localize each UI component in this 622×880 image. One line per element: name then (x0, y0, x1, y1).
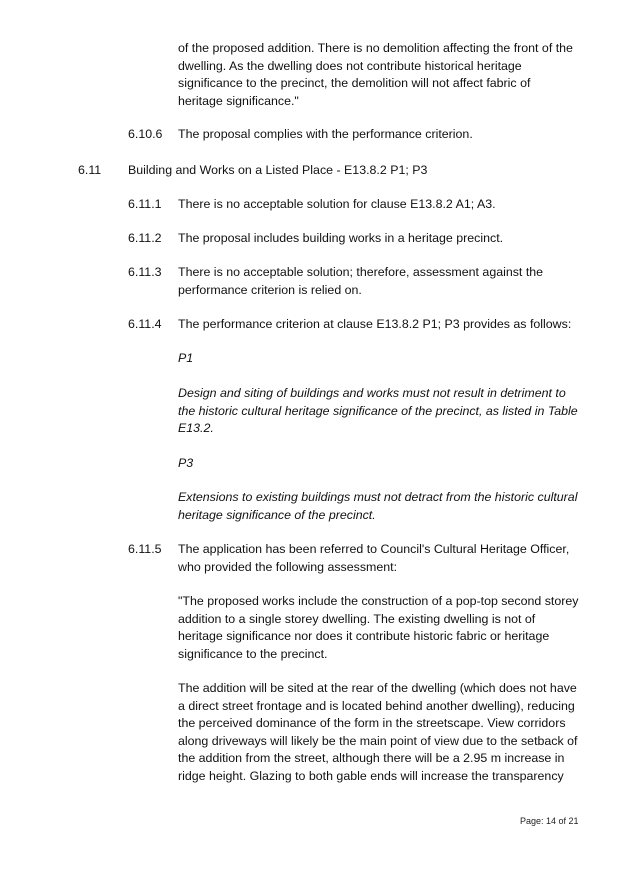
section-title: Building and Works on a Listed Place - E13.8.2 P1; P3 (128, 163, 428, 177)
subitem-text: There is no acceptable solution; therefore, assessment against the performance criterion is relied on. (178, 265, 544, 297)
criterion-p3-label: P3 (178, 456, 194, 470)
subitem-number: 6.11.4 (128, 317, 162, 331)
subitem-number: 6.11.3 (128, 265, 162, 279)
subitem-number: 6.11.2 (128, 231, 162, 245)
item-text: The proposal complies with the performance criterion. (178, 127, 473, 141)
criterion-p1-text: Design and siting of buildings and works must not result in detriment to the historic cultural heritage significance of the precinct, as listed in Table E13.2. (178, 386, 578, 436)
quote-continuation: of the proposed addition. There is no demolition affecting the front of the dwelling. As the dwelling does not contribute historical heritage significance to the precinct, the demolition will not affect fabric of heritage significance." (178, 41, 573, 108)
criterion-p1-label: P1 (178, 351, 194, 365)
subitem-text: The performance criterion at clause E13.8.2 P1; P3 provides as follows: (178, 317, 572, 331)
assessment-paragraph: "The proposed works include the construction of a pop-top second storey addition to a single storey dwelling. The existing dwelling is not of heritage significance nor does it contribute historic fabric or heritage significance to the precinct. (178, 594, 579, 661)
criterion-p3-text: Extensions to existing buildings must not detract from the historic cultural heritage significance of the precinct. (178, 490, 578, 522)
subitem-number: 6.11.5 (128, 542, 162, 556)
subitem-text: The application has been referred to Council's Cultural Heritage Officer, who provided the following assessment: (178, 542, 570, 574)
subitem-number: 6.11.1 (128, 197, 162, 211)
subitem-text: There is no acceptable solution for clause E13.8.2 A1; A3. (178, 197, 496, 211)
item-number: 6.10.6 (128, 127, 163, 141)
assessment-paragraph: The addition will be sited at the rear of the dwelling (which does not have a direct street frontage and is located behind another dwelling), reducing the perceived dominance of the form in the streetscape. View corridors along driveways will likely be the main point of view due to the setback of the addition from the street, although there will be a 2.95 m increase in ridge height. Glazing to both gable ends will increase the transparency (178, 681, 578, 783)
section-number: 6.11 (78, 163, 102, 177)
page-number: Page: 14 of 21 (520, 816, 579, 826)
subitem-text: The proposal includes building works in a heritage precinct. (178, 231, 504, 245)
